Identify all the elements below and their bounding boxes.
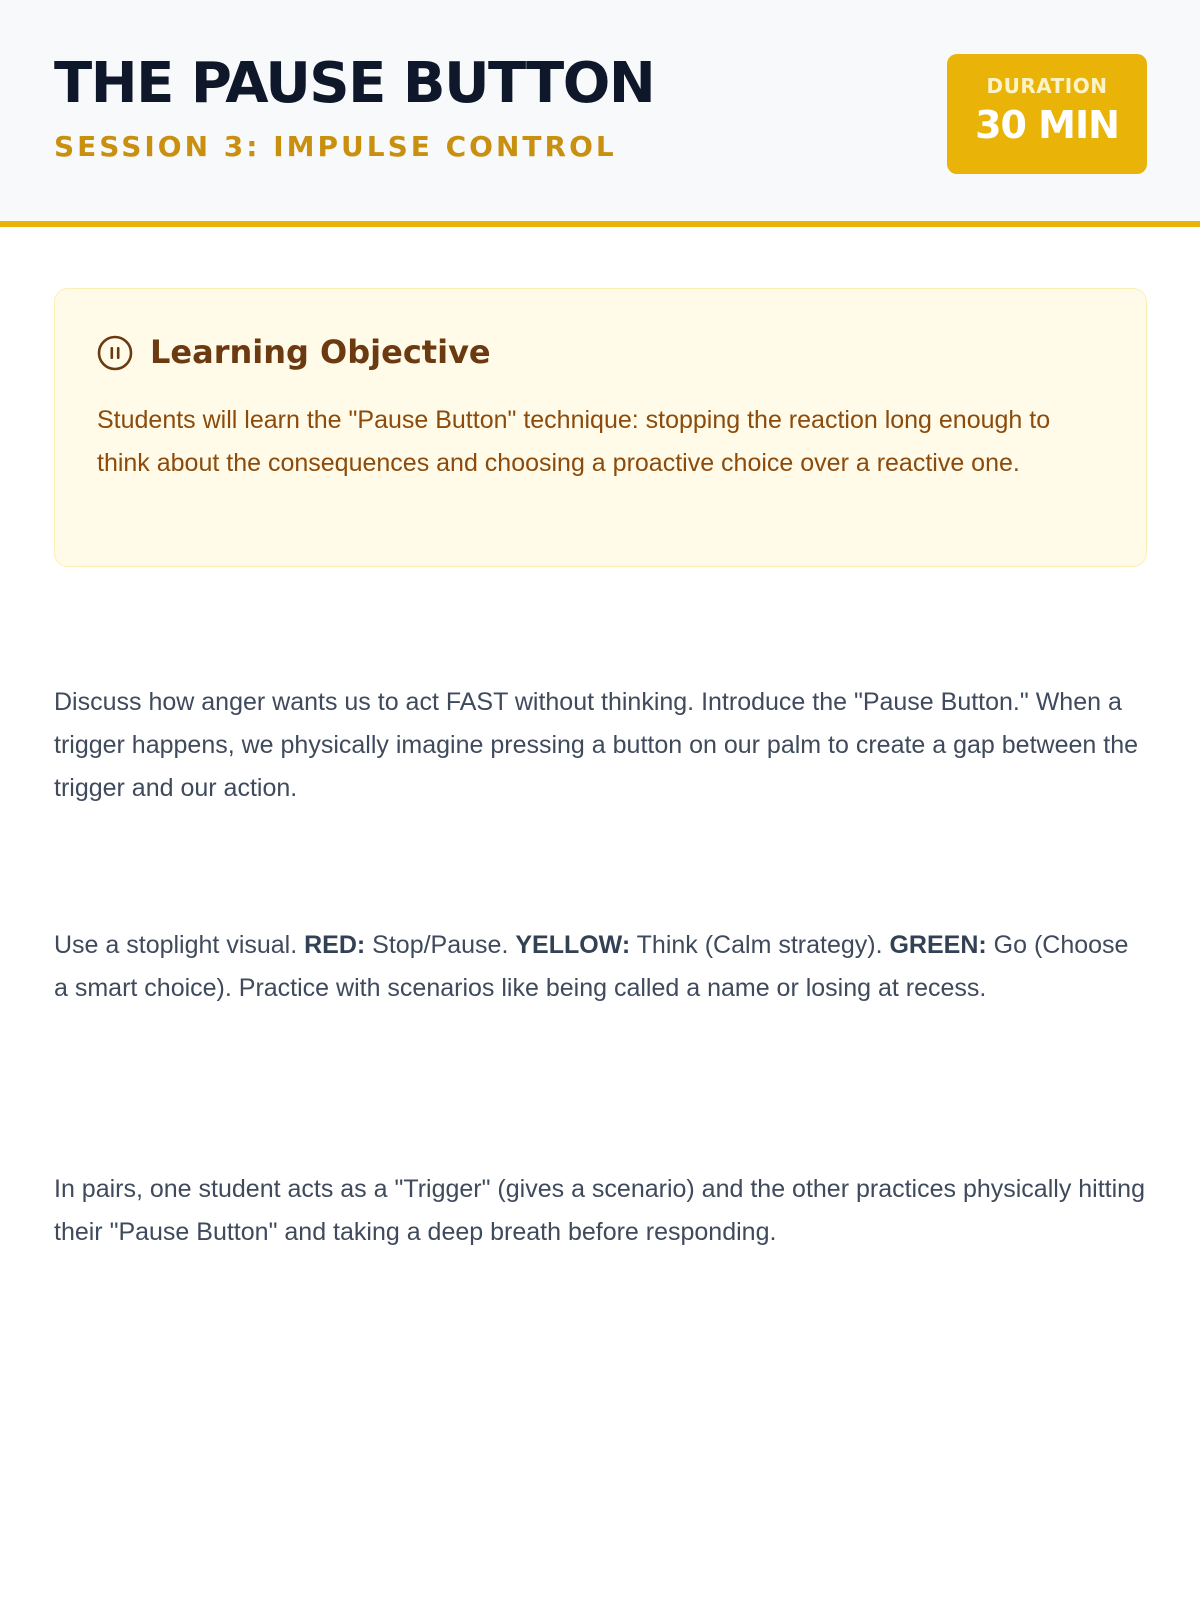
red-text: Stop/Pause. xyxy=(365,931,516,959)
yellow-text: Think (Calm strategy). xyxy=(630,931,890,959)
intro-paragraph: Discuss how anger wants us to act FAST without thinking. Introduce the "Pause Button." When a trigger happens, we physically imagine pressing a button on our palm to create a gap between the trigger and our action. xyxy=(54,688,1138,802)
page-header xyxy=(0,0,1200,227)
duration-label: DURATION xyxy=(986,74,1108,98)
objective-heading: Learning Objective xyxy=(150,333,491,371)
yellow-label: YELLOW: xyxy=(515,931,631,959)
objective-text: Students will learn the "Pause Button" technique: stopping the reaction long enough to think about the consequences and choosing a proactive choice over a reactive one. xyxy=(97,406,1051,477)
learning-objective-box xyxy=(54,288,1147,567)
red-label: RED: xyxy=(304,931,366,959)
duration-value: 30 MIN xyxy=(975,103,1119,147)
green-text: Go (Choose a smart choice). Practice with scenarios like being called a name or losing at recess. xyxy=(54,931,1129,1002)
green-label: GREEN: xyxy=(889,931,987,959)
pause-circle-icon xyxy=(97,335,133,371)
page-title: THE PAUSE BUTTON xyxy=(54,51,655,116)
duration-badge xyxy=(947,54,1147,174)
pairs-paragraph: In pairs, one student acts as a "Trigger" (gives a scenario) and the other practices physically hitting their "Pause Button" and taking a deep breath before responding. xyxy=(54,1175,1145,1246)
stoplight-paragraph xyxy=(54,924,1149,1010)
session-subtitle: SESSION 3: IMPULSE CONTROL xyxy=(54,130,617,163)
stoplight-lead: Use a stoplight visual. xyxy=(54,931,305,959)
